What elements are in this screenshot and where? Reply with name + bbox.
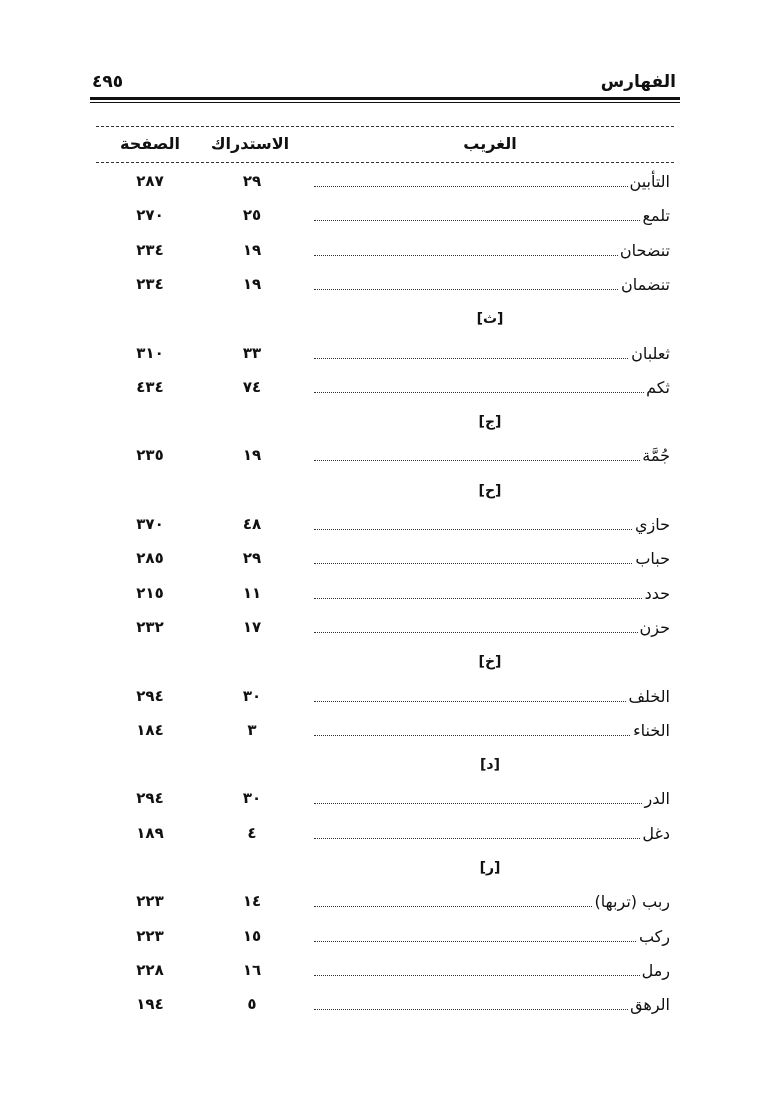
table-top-divider: [96, 126, 674, 127]
column-header-word: الغريب: [463, 134, 517, 153]
entry-istidrak: ١٩: [242, 446, 262, 465]
index-row: [108, 172, 670, 202]
entry-page: ٢٨٥: [136, 549, 164, 568]
entry-page: ١٩٤: [136, 995, 164, 1014]
entry-word: ثكم: [646, 377, 670, 397]
entry-word: حدد: [644, 583, 670, 603]
index-row: [108, 206, 670, 236]
entry-word: ربب (تربها): [594, 892, 670, 912]
entry-page: ٤٣٤: [136, 377, 164, 396]
entry-istidrak: ١٩: [242, 240, 262, 259]
section-title: الفهارس: [600, 72, 676, 92]
entry-page: ١٨٩: [136, 823, 164, 842]
entry-page: ٢٩٤: [136, 686, 164, 705]
column-header-page: الصفحة: [119, 134, 180, 153]
table-header-divider: [96, 162, 674, 163]
entry-page: ٢٩٤: [136, 789, 164, 808]
index-row: [108, 687, 670, 717]
index-row: [108, 961, 670, 991]
index-row: [108, 275, 670, 305]
leader-dots: [314, 563, 670, 564]
entry-word: ركب: [638, 926, 670, 946]
entry-istidrak: ١٤: [242, 892, 262, 911]
entry-page: ١٨٤: [136, 720, 164, 739]
index-row: [108, 721, 670, 751]
entry-word: الخناء: [633, 720, 670, 740]
entry-word: تنضمان: [620, 274, 670, 294]
entry-istidrak: ٢٩: [242, 172, 262, 190]
leader-dots: [314, 392, 670, 393]
leader-dots: [314, 529, 670, 530]
leader-dots: [314, 941, 670, 942]
entry-word: الدر: [644, 789, 670, 809]
index-row: [108, 549, 670, 579]
entry-istidrak: ٢٩: [242, 549, 262, 568]
index-row: [108, 789, 670, 819]
entry-page: ٢٣٤: [136, 240, 164, 259]
entry-word: تلمع: [642, 206, 670, 226]
entry-word: رمل: [641, 960, 670, 980]
entry-istidrak: ١٧: [242, 617, 262, 636]
entry-istidrak: ٣٠: [242, 686, 262, 705]
entry-page: ٢٣٢: [136, 617, 164, 636]
leader-dots: [314, 838, 670, 839]
entry-page: ٢٣٥: [136, 446, 164, 465]
letter-heading: [خ]: [478, 654, 502, 671]
leader-dots: [314, 1009, 670, 1010]
entry-istidrak: ٢٥: [242, 206, 262, 225]
entry-word: حزن: [639, 617, 670, 637]
entry-istidrak: ١٦: [242, 960, 262, 979]
index-row: [108, 515, 670, 545]
index-row: [108, 618, 670, 648]
leader-dots: [314, 255, 670, 256]
entry-istidrak: ١٥: [242, 926, 262, 945]
entry-word: حباب: [635, 549, 670, 569]
index-row: [108, 995, 670, 1025]
index-row: [108, 927, 670, 957]
leader-dots: [314, 289, 670, 290]
entry-istidrak: ٧٤: [242, 377, 262, 396]
entry-istidrak: ١٩: [242, 274, 262, 293]
entry-istidrak: ٤: [247, 823, 257, 842]
leader-dots: [314, 803, 670, 804]
entry-istidrak: ٣٠: [242, 789, 262, 808]
index-row: [108, 344, 670, 374]
running-head: [90, 72, 678, 98]
leader-dots: [314, 358, 670, 359]
entry-word: حازي: [634, 515, 670, 534]
entry-page: ٣٧٠: [136, 515, 164, 533]
leader-dots: [314, 186, 670, 187]
entry-istidrak: ٥: [247, 995, 257, 1014]
header-rule: [90, 97, 680, 100]
entry-istidrak: ٤٨: [242, 515, 262, 533]
entry-word: جُمَّة: [642, 446, 670, 466]
leader-dots: [314, 735, 670, 736]
leader-dots: [314, 598, 670, 599]
index-row: [108, 892, 670, 922]
page-number: ٤٩٥: [92, 72, 124, 92]
index-row: [108, 824, 670, 854]
entry-page: ٢٧٠: [136, 206, 164, 225]
index-row: [108, 378, 670, 408]
index-row: [108, 584, 670, 614]
entry-page: ٢٢٣: [136, 926, 164, 945]
letter-heading: [ح]: [478, 482, 502, 499]
letter-heading: [ث]: [476, 311, 504, 328]
entry-istidrak: ١١: [242, 583, 262, 602]
leader-dots: [314, 701, 670, 702]
entry-page: ٢١٥: [136, 583, 164, 602]
header-rule-thin: [90, 102, 680, 103]
entry-istidrak: ٣: [247, 720, 257, 739]
leader-dots: [314, 220, 670, 221]
entry-page: ٢٢٨: [136, 960, 164, 979]
leader-dots: [314, 632, 670, 633]
entry-word: دغل: [642, 823, 670, 843]
index-row: [108, 446, 670, 476]
entry-page: ٢٣٤: [136, 274, 164, 293]
entry-page: ٣١٠: [136, 343, 164, 362]
letter-heading: [د]: [480, 757, 500, 774]
entry-page: ٢٨٧: [136, 172, 164, 190]
entry-istidrak: ٣٣: [242, 343, 262, 362]
index-row: [108, 241, 670, 271]
entry-word: ثعلبان: [631, 343, 670, 363]
leader-dots: [314, 975, 670, 976]
letter-heading: [ج]: [478, 414, 502, 431]
letter-heading: [ر]: [479, 860, 501, 876]
column-header-istidrak: الاستدراك: [210, 134, 290, 153]
leader-dots: [314, 460, 670, 461]
entry-page: ٢٢٣: [136, 892, 164, 911]
entry-word: التأبين: [629, 172, 670, 191]
entry-word: الرهق: [630, 995, 670, 1015]
entry-word: الخلف: [628, 686, 670, 706]
entry-word: تنضحان: [619, 240, 670, 260]
